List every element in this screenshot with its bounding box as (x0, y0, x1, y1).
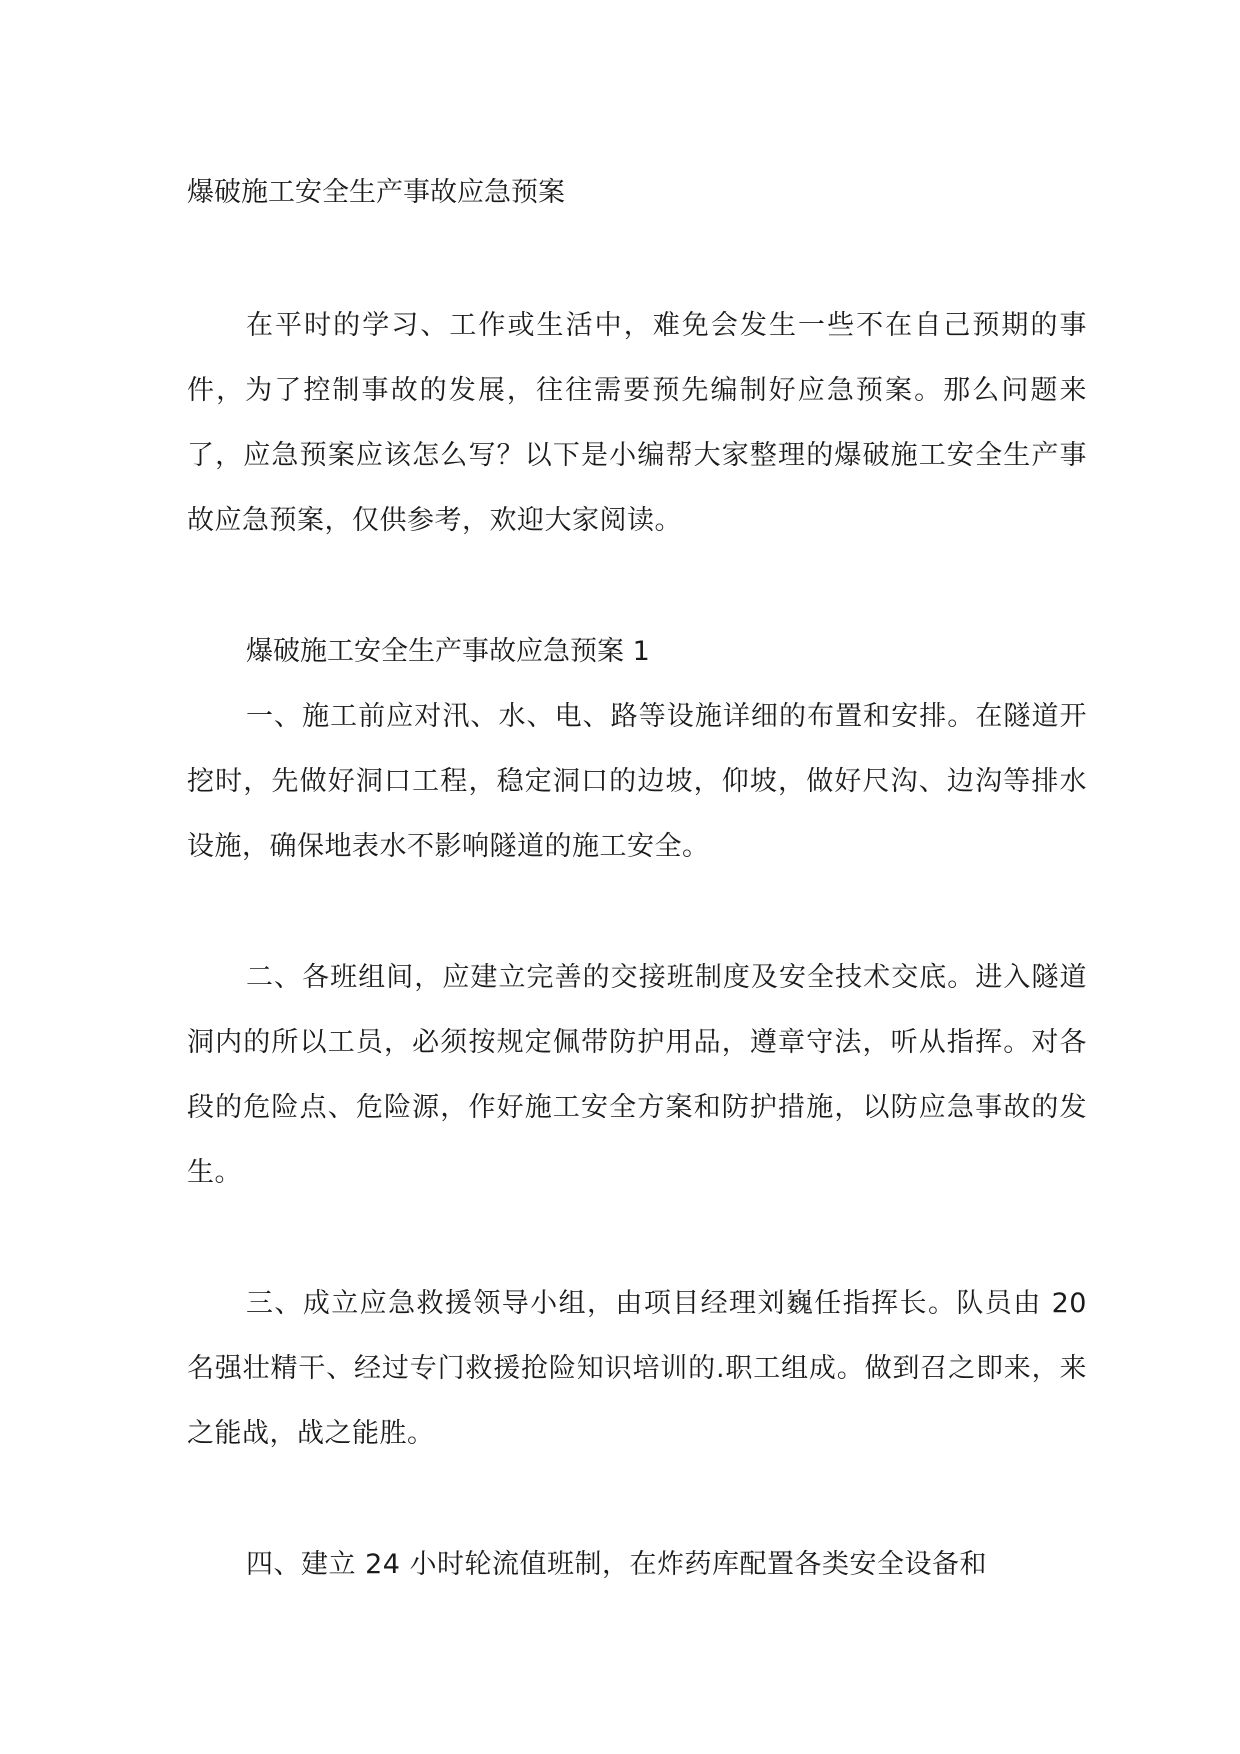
section-heading: 爆破施工安全生产事故应急预案 1 (246, 636, 650, 667)
paragraph-1: 一、施工前应对汛、水、电、路等设施详细的布置和安排。在隧道开挖时，先做好洞口工程，稳定洞口的边坡，仰坡，做好尺沟、边沟等排水设施，确保地表水不影响隧道的施工安全。 (187, 701, 1087, 862)
document-title: 爆破施工安全生产事故应急预案 (187, 177, 565, 208)
intro-paragraph: 在平时的学习、工作或生活中，难免会发生一些不在自己预期的事件，为了控制事故的发展，往往需要预先编制好应急预案。那么问题来了，应急预案应该怎么写？以下是小编帮大家整理的爆破施工安全生产事故应急预案，仅供参考，欢迎大家阅读。 (187, 310, 1087, 536)
document-body (187, 170, 1087, 1597)
paragraph-2: 二、各班组间，应建立完善的交接班制度及安全技术交底。进入隧道洞内的所以工员，必须按规定佩带防护用品，遵章守法，听从指挥。对各段的危险点、危险源，作好施工安全方案和防护措施，以防应急事故的发生。 (187, 962, 1087, 1188)
paragraph-3: 三、成立应急救援领导小组，由项目经理刘巍任指挥长。队员由 20 名强壮精干、经过专门救援抢险知识培训的.职工组成。做到召之即来，来之能战，战之能胜。 (187, 1288, 1087, 1449)
paragraph-4: 四、建立 24 小时轮流值班制，在炸药库配置各类安全设备和 (246, 1549, 988, 1580)
